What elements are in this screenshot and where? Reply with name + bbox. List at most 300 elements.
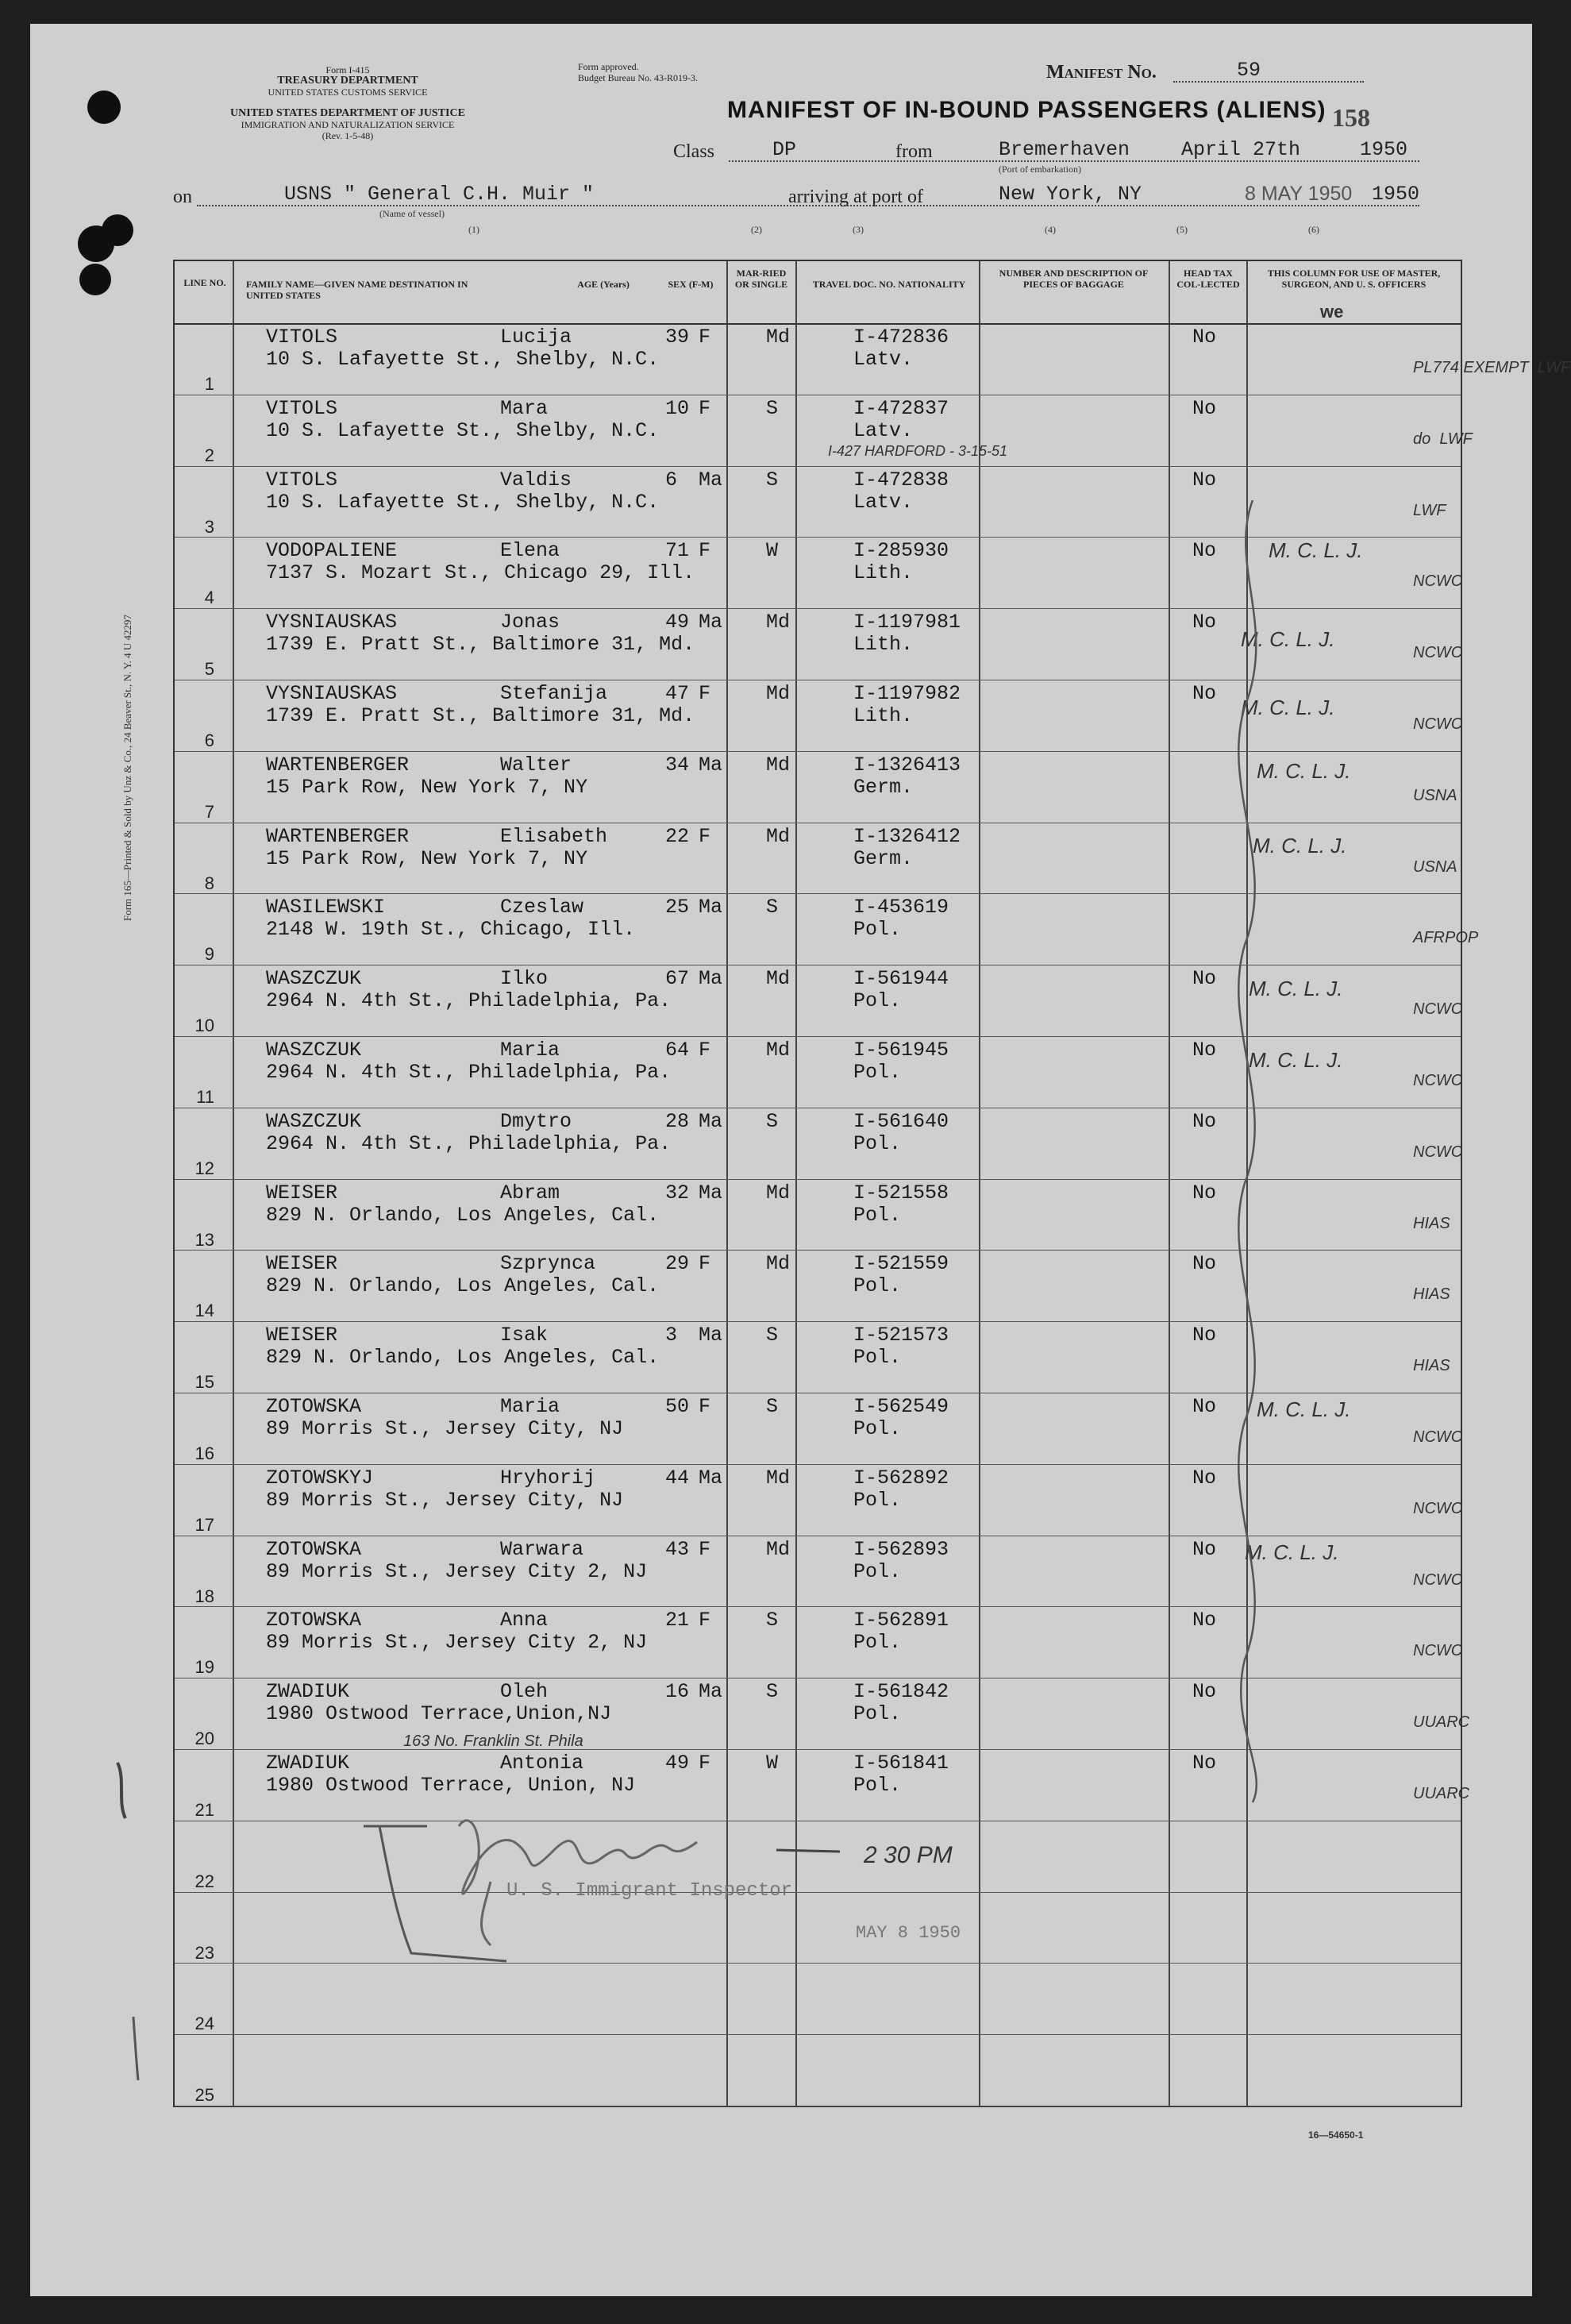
destination-address: 2964 N. 4th St., Philadelphia, Pa. [266,989,672,1013]
sex: F [699,1752,711,1775]
line-number: 25 [194,2085,214,2106]
mcj-mark: M. C. L. J. [1245,1540,1339,1564]
officer-initials: we [1320,302,1344,322]
sex: F [699,326,711,349]
given-name: Hryhorij [500,1466,596,1490]
destination-address: 7137 S. Mozart St., Chicago 29, Ill. [266,561,695,585]
nationality: Pol. [853,989,902,1013]
head-tax: No [1192,1680,1217,1704]
nationality: Pol. [853,1061,902,1084]
table-row [175,1963,1461,2035]
given-name: Antonia [500,1752,584,1775]
line20-annotation: 163 No. Franklin St. Phila [403,1732,583,1750]
family-name: VYSNIAUSKAS [266,682,398,705]
travel-doc-no: I-1326413 [853,753,961,777]
table-row [175,323,1571,395]
sex: F [699,682,711,705]
manifest-title: MANIFEST OF IN-BOUND PASSENGERS (ALIENS) [727,97,1326,123]
age: 22 [665,824,690,848]
col-header-age: AGE (Years) [577,279,630,290]
travel-doc-no: I-1197982 [853,682,961,705]
officer-note: HIAS [1413,1214,1450,1232]
col-header-married: MAR-RIED OR SINGLE [734,268,788,290]
line-number: 17 [194,1514,214,1535]
given-name: Anna [500,1609,549,1632]
class-dots [729,160,1419,162]
destination-address: 1739 E. Pratt St., Baltimore 31, Md. [266,704,695,727]
line-number: 8 [204,873,214,893]
mcj-mark: M. C. L. J. [1249,977,1343,1000]
mcj-mark: M. C. L. J. [1269,538,1363,562]
line-number: 15 [194,1372,214,1393]
table-row [175,395,1473,467]
sex: Ma [699,1680,723,1704]
head-tax: No [1192,1609,1217,1632]
sex: Ma [699,468,723,491]
sex: Ma [699,896,723,919]
line-number: 2 [204,445,214,465]
travel-doc-no: I-472838 [853,468,949,491]
officer-note: NCWC [1413,1499,1463,1517]
line-number: 3 [204,516,214,537]
officer-note: NCWC [1413,572,1463,591]
destination-address: 89 Morris St., Jersey City, NJ [266,1417,624,1440]
travel-doc-no: I-521559 [853,1252,949,1276]
on-label: on [173,187,192,207]
destination-address: 10 S. Lafayette St., Shelby, N.C. [266,418,660,442]
head-tax: No [1192,1537,1217,1561]
inspector-date: MAY 8 1950 [856,1923,961,1943]
marital-status: S [766,1609,779,1632]
given-name: Stefanija [500,682,608,705]
given-name: Elena [500,539,560,563]
head-tax: No [1192,1109,1217,1133]
destination-address: 15 Park Row, New York 7, NY [266,775,588,799]
footer-code: 16—54650-1 [1308,2129,1364,2141]
mcj-mark: M. C. L. J. [1257,1397,1351,1421]
family-name: ZOTOWSKA [266,1395,362,1418]
age: 32 [665,1181,690,1204]
head-tax: No [1192,468,1217,491]
sex: F [699,1252,711,1276]
travel-doc-no: I-562549 [853,1395,949,1418]
given-name: Maria [500,1039,560,1062]
given-name: Szprynca [500,1252,596,1276]
age: 28 [665,1109,690,1133]
age: 71 [665,539,690,563]
family-name: WARTENBERGER [266,753,410,777]
head-tax: No [1192,1181,1217,1204]
punch-hole [87,91,121,124]
nationality: Pol. [853,1488,902,1512]
nationality: Pol. [853,918,902,942]
given-name: Warwara [500,1537,584,1561]
destination-address: 1980 Ostwood Terrace,Union,NJ [266,1702,612,1726]
officer-note: NCWC [1413,1571,1463,1589]
travel-doc-no: I-472836 [853,326,949,349]
nationality: Germ. [853,846,914,870]
line-number: 24 [194,2014,214,2034]
sex: Ma [699,753,723,777]
inspector-signature-label: U. S. Immigrant Inspector [506,1880,793,1902]
sex: F [699,1609,711,1632]
marital-status: Md [766,967,791,991]
line-number: 7 [204,801,214,822]
nationality: Pol. [853,1203,902,1227]
head-tax: No [1192,539,1217,563]
printer-imprint: Form 165—Printed & Sold by Unz & Co., 24 Beaver St., N. Y. 4 U 42297 [121,614,133,921]
family-name: ZOTOWSKA [266,1537,362,1561]
marital-status: Md [766,1537,791,1561]
nationality: Pol. [853,1702,902,1726]
travel-doc-no: I-521573 [853,1324,949,1347]
line-number: 10 [194,1016,214,1036]
col-num-2: (2) [751,224,762,235]
officer-note: NCWC [1413,1072,1463,1089]
punch-hole [102,214,133,246]
marital-status: W [766,539,779,563]
col-num-6: (6) [1308,224,1319,235]
age: 6 [665,468,678,491]
marital-status: Md [766,611,791,634]
head-tax: No [1192,396,1217,420]
travel-doc-no: I-1197981 [853,611,961,634]
col-header-line: LINE NO. [183,277,226,288]
officer-note: NCWC [1413,1000,1463,1019]
officer-note: AFRPOP [1413,929,1479,947]
age: 67 [665,967,690,991]
col-header-name: FAMILY NAME—GIVEN NAME DESTINATION IN UNITED STATES [246,279,468,301]
marital-status: Md [766,1252,791,1276]
officer-note: NCWC [1413,1642,1463,1660]
marital-status: Md [766,326,791,349]
col-num-5: (5) [1176,224,1188,235]
head-tax: No [1192,611,1217,634]
form-number: Form I-415 [325,64,370,75]
destination-address: 89 Morris St., Jersey City 2, NJ [266,1631,648,1655]
line-number: 19 [194,1657,214,1678]
nationality: Lith. [853,561,914,585]
age: 44 [665,1466,690,1490]
family-name: ZWADIUK [266,1752,350,1775]
given-name: Isak [500,1324,549,1347]
sex: F [699,396,711,420]
marital-status: S [766,1680,779,1704]
class-label: Class [673,141,715,162]
officer-note: NCWC [1413,644,1463,662]
port-caption: (Port of embarkation) [999,164,1081,175]
destination-address: 89 Morris St., Jersey City 2, NJ [266,1559,648,1583]
marital-status: S [766,1395,779,1418]
justice-dept: UNITED STATES DEPARTMENT OF JUSTICE [230,107,465,119]
marital-status: S [766,1109,779,1133]
age: 47 [665,682,690,705]
sex: Ma [699,1109,723,1133]
marital-status: Md [766,682,791,705]
line-number: 6 [204,730,214,750]
nationality: Pol. [853,1631,902,1655]
vessel-name: USNS " General C.H. Muir " [284,183,595,206]
nationality: Pol. [853,1131,902,1155]
nationality: Pol. [853,1417,902,1440]
family-name: WASZCZUK [266,1109,362,1133]
destination-address: 10 S. Lafayette St., Shelby, N.C. [266,348,660,371]
destination-address: 1739 E. Pratt St., Baltimore 31, Md. [266,633,695,657]
head-tax: No [1192,1466,1217,1490]
nationality: Pol. [853,1274,902,1298]
mcj-mark: M. C. L. J. [1241,627,1335,651]
sex: Ma [699,1324,723,1347]
age: 21 [665,1609,690,1632]
nationality: Pol. [853,1559,902,1583]
ins-service: IMMIGRATION AND NATURALIZATION SERVICE [241,119,455,130]
travel-doc-no: I-561842 [853,1680,949,1704]
travel-doc-no: I-561944 [853,967,949,991]
col-num-1: (1) [468,224,479,235]
sex: F [699,1395,711,1418]
given-name: Walter [500,753,572,777]
travel-doc-no: I-562892 [853,1466,949,1490]
marital-status: Md [766,753,791,777]
col-header-officers: THIS COLUMN FOR USE OF MASTER, SURGEON, AND U. S. OFFICERS [1267,268,1441,290]
vessel-caption: (Name of vessel) [379,208,445,219]
age: 16 [665,1680,690,1704]
destination-address: 15 Park Row, New York 7, NY [266,846,588,870]
nationality: Lith. [853,633,914,657]
age: 50 [665,1395,690,1418]
class-value: DP [772,138,797,161]
form-approved: Form approved. [578,61,639,72]
head-tax: No [1192,1752,1217,1775]
family-name: ZOTOWSKYJ [266,1466,374,1490]
mcj-mark: M. C. L. J. [1253,834,1347,858]
departure-date: April 27th [1181,138,1301,161]
mcj-mark: M. C. L. J. [1241,696,1335,719]
given-name: Ilko [500,967,549,991]
officer-note: PL774 EXEMPT LWF [1413,359,1571,376]
officer-note: NCWC [1413,715,1463,733]
customs-service: UNITED STATES CUSTOMS SERVICE [268,87,428,98]
marital-status: W [766,1752,779,1775]
line-number: 1 [204,374,214,394]
nationality: Latv. [853,490,914,514]
marital-status: S [766,896,779,919]
marital-status: S [766,1324,779,1347]
destination-address: 2148 W. 19th St., Chicago, Ill. [266,918,636,942]
manifest-sheet [30,24,1571,2296]
departure-year: 1950 [1360,138,1408,161]
marital-status: S [766,468,779,491]
family-name: WARTENBERGER [266,824,410,848]
manifest-dots [1173,81,1364,83]
col-header-baggage: NUMBER AND DESCRIPTION OF PIECES OF BAGGAGE [999,268,1149,290]
head-tax: No [1192,1039,1217,1062]
travel-doc-no: I-561945 [853,1039,949,1062]
col-header-travel: TRAVEL DOC. NO. NATIONALITY [812,279,966,290]
sex: Ma [699,1466,723,1490]
family-name: WEISER [266,1324,338,1347]
inspector-time: 2 30 PM [864,1842,953,1868]
line-number: 12 [194,1158,214,1178]
age: 43 [665,1537,690,1561]
line2-annotation: I-427 HARDFORD - 3-15-51 [828,443,1008,459]
col-header-sex: SEX (F-M) [668,279,714,290]
officer-note: LWF [1413,501,1446,519]
table-row [175,2034,1461,2106]
travel-doc-no: I-1326412 [853,824,961,848]
officer-note: USNA [1413,786,1457,804]
officer-note: do LWF [1413,430,1473,448]
marital-status: Md [766,1039,791,1062]
family-name: VYSNIAUSKAS [266,611,398,634]
travel-doc-no: I-561841 [853,1752,949,1775]
head-tax: No [1192,326,1217,349]
sex: F [699,539,711,563]
destination-address: 829 N. Orlando, Los Angeles, Cal. [266,1274,660,1298]
line-number: 11 [196,1087,214,1107]
arriving-label: arriving at port of [788,187,923,207]
line-number: 20 [194,1729,214,1749]
arrival-year: 1950 [1372,183,1420,206]
age: 49 [665,611,690,634]
sex: Ma [699,611,723,634]
vessel-dots [197,205,1419,206]
given-name: Elisabeth [500,824,608,848]
family-name: ZWADIUK [266,1680,350,1704]
destination-address: 89 Morris St., Jersey City, NJ [266,1488,624,1512]
line-number: 13 [194,1229,214,1250]
officer-note: HIAS [1413,1357,1450,1375]
officer-note: HIAS [1413,1285,1450,1304]
age: 10 [665,396,690,420]
line-number: 9 [204,944,214,965]
col-num-3: (3) [853,224,864,235]
destination-address: 10 S. Lafayette St., Shelby, N.C. [266,490,660,514]
destination-address: 2964 N. 4th St., Philadelphia, Pa. [266,1131,672,1155]
line-number: 22 [194,1871,214,1891]
line-number: 14 [194,1301,214,1321]
manifest-number: 59 [1237,59,1261,82]
line-number: 21 [194,1800,214,1820]
officer-note: UUARC [1413,1713,1470,1732]
arrival-stamp: 8 MAY 1950 [1245,183,1353,205]
destination-address: 1980 Ostwood Terrace, Union, NJ [266,1774,636,1797]
age: 25 [665,896,690,919]
nationality: Pol. [853,1774,902,1797]
sex: Ma [699,1181,723,1204]
from-label: from [895,141,933,162]
travel-doc-no: I-472837 [853,396,949,420]
arrival-port: New York, NY [999,183,1142,206]
family-name: VITOLS [266,468,338,491]
family-name: WASZCZUK [266,967,362,991]
marital-status: Md [766,824,791,848]
nationality: Latv. [853,418,914,442]
line-number: 23 [194,1942,214,1963]
age: 39 [665,326,690,349]
head-tax: No [1192,1324,1217,1347]
travel-doc-no: I-562893 [853,1537,949,1561]
given-name: Mara [500,396,549,420]
family-name: WASZCZUK [266,1039,362,1062]
given-name: Maria [500,1395,560,1418]
line-number: 4 [204,588,214,608]
given-name: Abram [500,1181,560,1204]
family-name: ZOTOWSKA [266,1609,362,1632]
budget-bureau: Budget Bureau No. 43-R019-3. [578,72,698,83]
officer-note: NCWC [1413,1428,1463,1446]
sex: F [699,1537,711,1561]
nationality: Latv. [853,348,914,371]
line-number: 16 [194,1443,214,1463]
line-number: 5 [204,659,214,680]
destination-address: 2964 N. 4th St., Philadelphia, Pa. [266,1061,672,1084]
family-name: WEISER [266,1252,338,1276]
family-name: VITOLS [266,396,338,420]
head-tax: No [1192,1252,1217,1276]
inspector-signature [332,1794,983,1969]
margin-marks [102,1755,165,2088]
family-name: WASILEWSKI [266,896,386,919]
officer-note: NCWC [1413,1143,1463,1161]
given-name: Czeslaw [500,896,584,919]
marital-status: Md [766,1466,791,1490]
age: 49 [665,1752,690,1775]
punch-hole [79,264,111,295]
sex: Ma [699,967,723,991]
age: 3 [665,1324,678,1347]
given-name: Dmytro [500,1109,572,1133]
manifest-label: Manifest No. [1046,62,1157,83]
mcj-mark: M. C. L. J. [1249,1048,1343,1072]
nationality: Lith. [853,704,914,727]
col-num-4: (4) [1045,224,1056,235]
marital-status: Md [766,1181,791,1204]
given-name: Oleh [500,1680,549,1704]
nationality: Germ. [853,775,914,799]
port-of-embarkation: Bremerhaven [999,138,1130,161]
page-number: 158 [1332,103,1370,132]
col-header-head-tax: HEAD TAX COL-LECTED [1176,268,1240,290]
given-name: Valdis [500,468,572,491]
travel-doc-no: I-453619 [853,896,949,919]
sex: F [699,824,711,848]
family-name: VITOLS [266,326,338,349]
line-number: 18 [194,1586,214,1606]
destination-address: 829 N. Orlando, Los Angeles, Cal. [266,1203,660,1227]
travel-doc-no: I-561640 [853,1109,949,1133]
sex: F [699,1039,711,1062]
given-name: Jonas [500,611,560,634]
officer-note: USNA [1413,858,1457,876]
family-name: WEISER [266,1181,338,1204]
head-tax: No [1192,1395,1217,1418]
given-name: Lucija [500,326,572,349]
head-tax: No [1192,967,1217,991]
travel-doc-no: I-521558 [853,1181,949,1204]
marital-status: S [766,396,779,420]
officer-bracket [1221,500,1284,1810]
travel-doc-no: I-562891 [853,1609,949,1632]
family-name: VODOPALIENE [266,539,398,563]
travel-doc-no: I-285930 [853,539,949,563]
head-tax: No [1192,682,1217,705]
mcj-mark: M. C. L. J. [1257,759,1351,783]
age: 29 [665,1252,690,1276]
officer-note: UUARC [1413,1785,1470,1802]
nationality: Pol. [853,1346,902,1370]
age: 64 [665,1039,690,1062]
